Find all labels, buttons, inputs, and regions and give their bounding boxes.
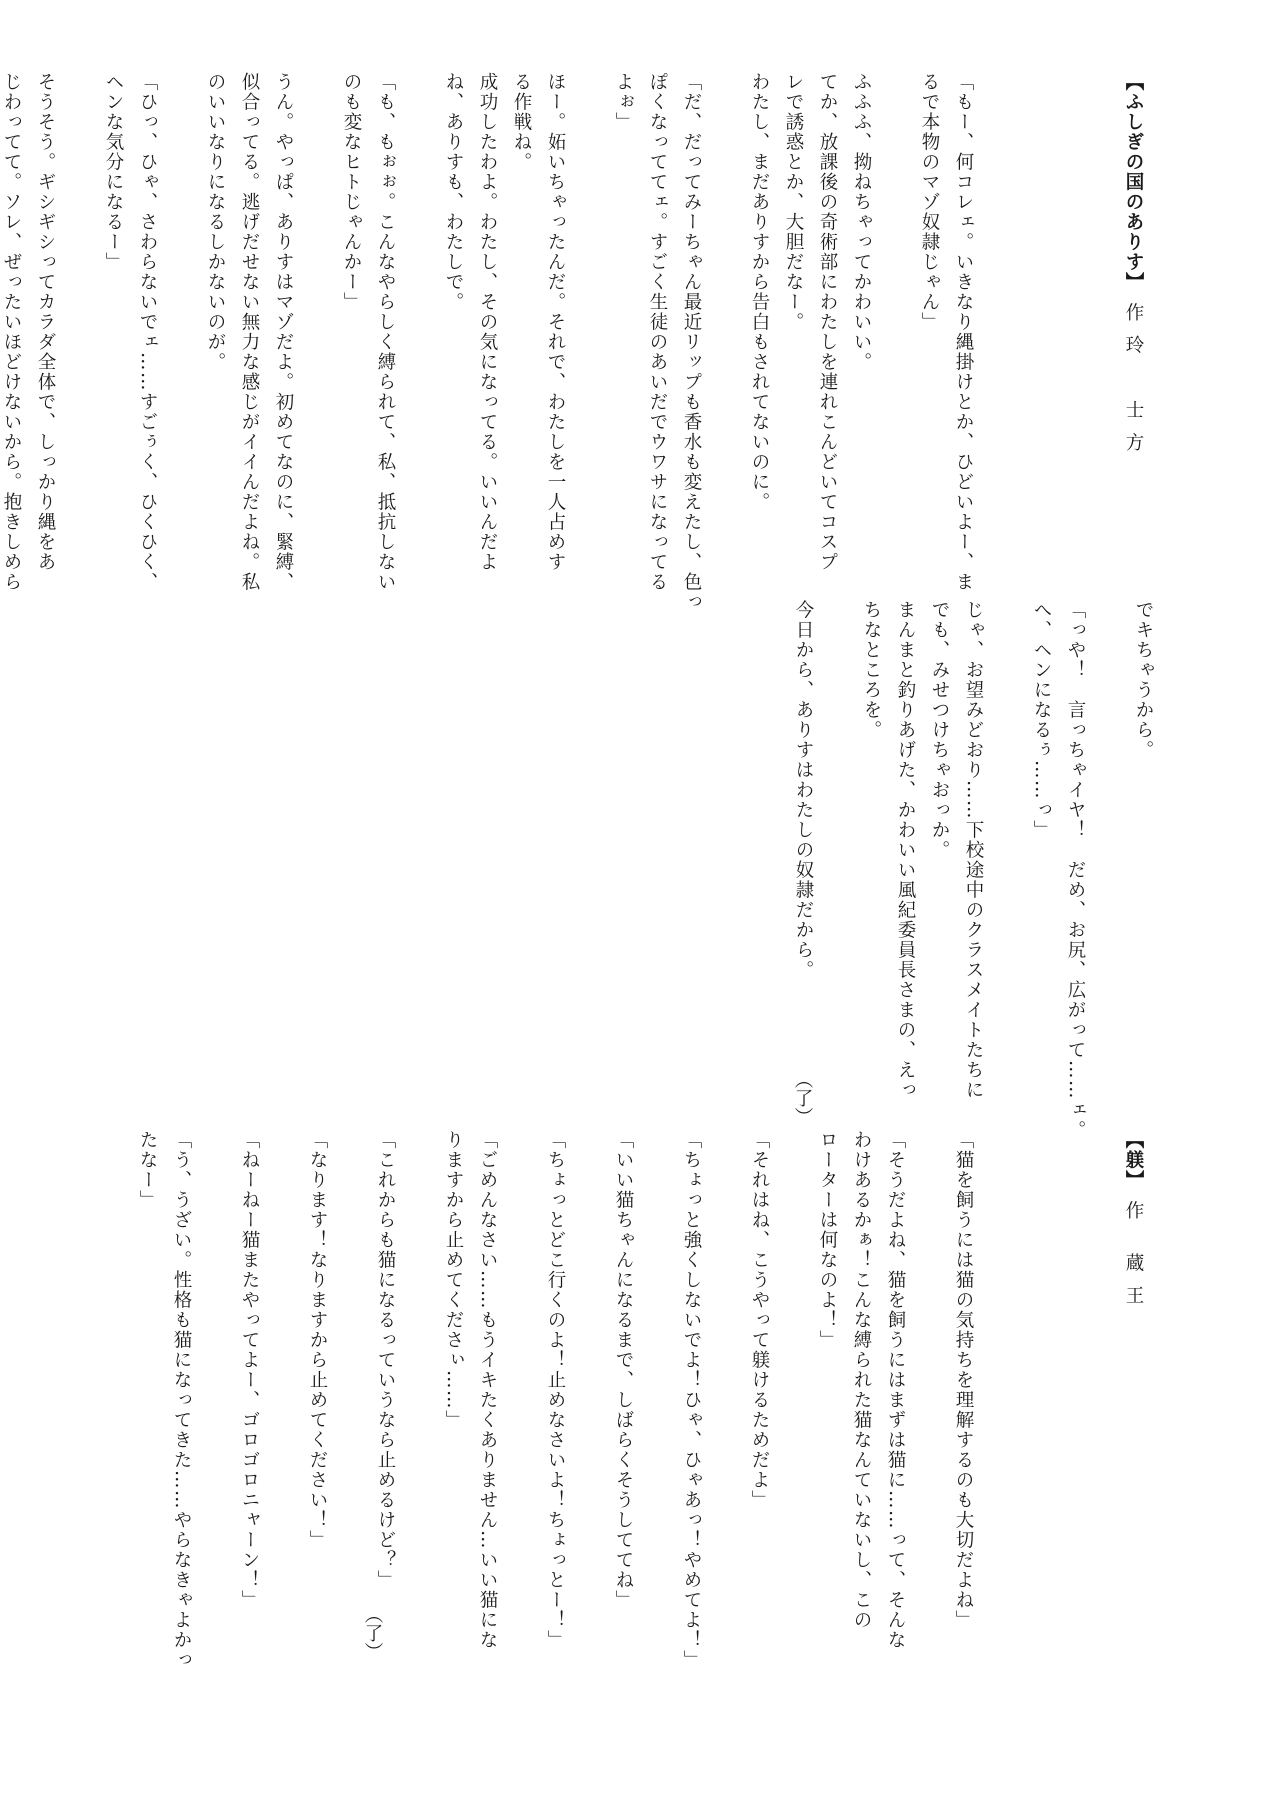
paragraph-gap [266,1130,300,1690]
story1-title: ふしぎの国のありす [1123,92,1144,272]
text-line: じわってて。ソレ、ぜったいほどけないから。抱きしめら [1,72,22,592]
text-line: るで本物のマゾ奴隷じゃん」 [919,72,940,332]
paragraph-gap [708,72,742,632]
story1-title-bracket-open: 【 [1123,72,1144,92]
paragraph-gap [912,1130,946,1690]
paragraph-gap [878,72,912,632]
text-line: 「ひっ、ひゃ、さわらないでェ……すごぅく、ひくひく、 [137,72,158,592]
text-line: りますから止めてくださぃ……」 [443,1130,464,1430]
text-line: 「っや！ 言っちゃイヤ！ だめ、お尻、広がって……ェ。 [1065,600,1086,1140]
story1-author: 玲 士方 [1123,335,1144,466]
text-line: 「なります！なりますから止めてください！」 [307,1130,328,1550]
text-line: 「ねーねー猫またやってよー、ゴロゴロニャーン！」 [239,1130,260,1610]
text-line: のも変なヒトじゃんかー」 [341,72,362,312]
paragraph-gap [640,1130,674,1690]
text-line: よぉ」 [613,72,634,132]
text-line: 「これからも猫になるっていうなら止めるけど？」 [375,1130,396,1590]
text-line: 「もー、何コレェ。いきなり縄掛けとか、ひどいよー、ま [953,72,974,592]
text-line: 「ちょっと強くしないでよ！ひゃ、ひゃあっ！やめてよ！」 [681,1130,702,1670]
text-line: ローターは何なのよ！」 [817,1130,838,1350]
text-line: る作戦ね。 [511,72,532,172]
text-line: てか、放課後の奇術部にわたしを連れこんどいてコスプ [817,72,838,572]
spacer [1014,72,1048,632]
story2-author-prefix: 作 [1123,1200,1144,1234]
text-line: たなー」 [137,1130,158,1210]
text-line: そうそう。ギシギシってカラダ全体で、しっかり縄をあ [35,72,56,572]
paragraph-gap [708,1130,742,1690]
text-line: ね、ありすも、わたしで。 [443,72,464,312]
story2-title-bracket-close: 】 [1123,1170,1144,1181]
text-line: レで誘惑とか、大胆だなー。 [783,72,804,332]
story2-author: 蔵王 [1123,1253,1144,1319]
story1-title-bracket-close: 】 [1123,272,1144,283]
text-line: 「いい猫ちゃんになるまで、しばらくそうしててね」 [613,1130,634,1610]
text-line: 成功したわよ。わたし、その気になってる。いいんだよ [477,72,498,572]
text-line: 「も、もぉぉ。こんなやらしく縛られて、私、抵抗しない [375,72,396,592]
text-line: うん。やっぱ、ありすはマゾだよ。初めてなのに、緊縛、 [273,72,294,592]
paragraph-gap [572,1130,606,1690]
text-line: 「それはね、こうやって躾けるためだよ」 [749,1130,770,1510]
text-line: のいいなりになるしかないのが。 [205,72,226,372]
paragraph-gap [300,72,334,632]
text-line: わけあるかぁ！こんな縛られた猫なんていないし、この [851,1130,872,1630]
text-line: へ、ヘンになるぅ……っ」 [1031,600,1052,840]
paragraph-gap [198,1130,232,1690]
paragraph-gap [504,1130,538,1690]
text-line: ふふふ、拗ねちゃってかわいい。 [851,72,872,372]
text-line: ちなところを。 [861,600,882,740]
paragraph-gap [402,72,436,632]
text-line: 今日から、ありすはわたしの奴隷だから。 [793,600,814,980]
text-line: まんまと釣りあげた、かわいい風紀委員長さまの、えっ [895,600,916,1100]
paragraph-gap [572,72,606,632]
text-line: ぽくなっててェ。すごく生徒のあいだでウワサになってる [647,72,668,592]
text-line: わたし、まだありすから告白もされてないのに。 [749,72,770,512]
text-line: 似合ってる。逃げだせない無力な感じがイイんだよね。私 [239,72,260,592]
story1-author-prefix: 作 [1123,302,1144,336]
text-line: 「そうだよね、猫を飼うにはまずは猫に……って、そんな [885,1130,906,1650]
paragraph-gap [62,72,96,632]
text-line: 「う、うざい。性格も猫になってきた……やらなきゃよかっ [171,1130,192,1670]
text-line: 「猫を飼うには猫の気持ちを理解するのも大切だよね」 [953,1130,974,1630]
text-line: でも、みせつけちゃおっか。 [929,600,950,860]
text-line: でキちゃうから。 [1133,600,1154,760]
story2-title-bracket-open: 【 [1123,1130,1144,1150]
story1-top-block [0,72,1218,632]
story2-title: 躾 [1123,1150,1144,1170]
story2-block [130,1130,1218,1690]
paragraph-gap [820,600,854,1100]
story1-mid-block [786,600,1160,1140]
paragraph-gap [776,1130,810,1690]
text-line: ほー。妬いちゃったんだ。それで、わたしを一人占めす [545,72,566,572]
story1-end-mark: （了） [792,1070,813,1126]
text-line: 「ごめんなさい……もうイキたくありません…いい猫にな [477,1130,498,1650]
text-line: 「だ、だってみーちゃん最近リップも香水も変えたし、色っ [681,72,702,612]
story1-heading [1116,72,1150,632]
paragraph-gap [402,1130,436,1690]
paragraph-gap [164,72,198,632]
text-line: じゃ、お望みどおり……下校途中のクラスメイトたちに [963,600,984,1100]
text-line: ヘンな気分になるー」 [103,72,124,272]
story2-heading [1116,1130,1150,1690]
paragraph-gap [990,600,1024,1100]
story2-end-mark: （了） [362,1605,383,1661]
spacer [1014,1130,1048,1690]
paragraph-gap [1092,600,1126,1100]
text-line: 「ちょっとどこ行くのよ！止めなさいよ！ちょっとー！」 [545,1130,566,1650]
